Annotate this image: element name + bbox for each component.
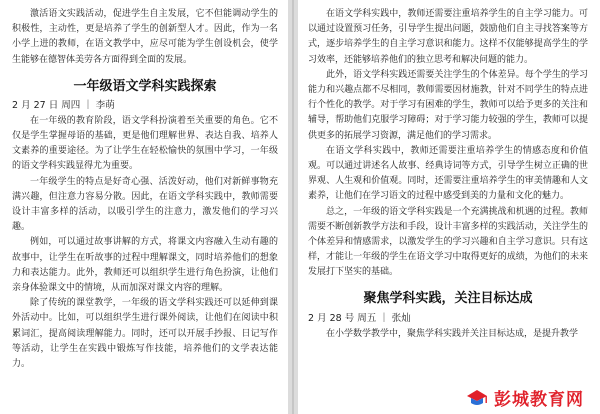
paragraph: 除了传统的课堂教学，一年级的语文学科实践还可以延伸到课外活动中。比如，可以组织学生进行课外阅读，让他们在阅读中积累词汇，提高阅读理解能力。同时，还可以开展手抄报、日记写作等活动，让学生在实践中锻炼写作技能，培养他们的文学表达能力。 xyxy=(12,298,278,370)
paragraph: 在一年级的教育阶段，语文学科扮演着至关重要的角色。它不仅是学生掌握母语的基础，更是他们理解世界、表达自我、培养人文素养的重要途径。为了让学生在轻松愉快的氛围中学习，一年级的语文学科实践显得尤为重要。 xyxy=(12,115,278,172)
paragraph: 在语文学科实践中，教师还需要注重培养学生的自主学习能力。可以通过设置预习任务，引导学生提出问题，鼓励他们自主寻找答案等方式，逐步培养学生的自主学习意识和能力。这样不仅能够提高学生的学习效率，还能够培养他们的独立思考和解决问题的能力。 xyxy=(308,9,588,65)
article-meta: 2 月 28 号 周五 ｜ 张灿 xyxy=(308,312,411,324)
paragraph: 一年级学生的特点是好奇心强、活泼好动，他们对新鲜事物充满兴趣，但注意力容易分散。因此，在语文学科实践中，教师需要设计丰富多样的活动，以吸引学生的注意力，激发他们的学习兴趣。 xyxy=(12,176,278,233)
paragraph: 总之，一年级的语文学科实践是一个充满挑战和机遇的过程。教师需要不断创新教学方法和手段，设计丰富多样的实践活动，关注学生的个体差异和情感需求，以激发学生的学习兴趣和自主学习意识。只有这样，才能让一年级的学生在语文学习中取得更好的成绩，为他们的未来发展打下坚实的基础。 xyxy=(308,206,588,278)
site-watermark xyxy=(464,385,584,410)
paragraph: 在语文学科实践中，教师还需要注重培养学生的情感态度和价值观。可以通过讲述名人故事、经典诗词等方式，引导学生树立正确的世界观、人生观和价值观。同时，还需要注重培养学生的审美情趣和人文素养，让他们在学习语文的过程中感受到美的力量和文化的魅力。 xyxy=(308,145,588,202)
paragraph: 此外，语文学科实践还需要关注学生的个体差异。每个学生的学习能力和兴趣点都不尽相同，教师需要因材施教，针对不同学生的特点进行个性化的教学。对于学习有困难的学生，教师可以给予更多的关注和辅导，帮助他们克服学习障碍；对于学习能力较强的学生，教师可以提供更多的拓展学习资源，满足他们的学习需求。 xyxy=(308,69,588,141)
article-meta: 2 月 27 日 周四 ｜ 李萌 xyxy=(12,99,115,111)
article-heading: 一年级语文学科实践探索 xyxy=(73,78,217,94)
education-logo-icon xyxy=(464,387,490,409)
paragraph: 激活语文实践活动，促进学生自主发展，它不但能调动学生的积极性，主动性，更是培养了学生的创新型人才。因此，作为一名小学上进的教师，在语文教学中，应尽可能为学生创设机会，使学生能够在德智体美劳各方面得到全面的发展。 xyxy=(12,9,278,65)
article-heading: 聚焦学科实践，关注目标达成 xyxy=(363,290,533,306)
paragraph: 例如，可以通过故事讲解的方式，将课文内容融入生动有趣的故事中，让学生在听故事的过程中理解课文，同时培养他们的想象力和表达能力。此外，教师还可以组织学生进行角色扮演，让他们亲身体验课文中的情境，从而加深对课文内容的理解。 xyxy=(12,237,278,294)
paragraph: 在小学数学教学中，聚焦学科实践并关注目标达成，是提升教学 xyxy=(326,328,579,339)
watermark-text: 彭城教育网 xyxy=(494,390,584,410)
document-page-right xyxy=(298,0,600,414)
document-page-left xyxy=(0,0,288,414)
page-divider xyxy=(292,0,294,414)
